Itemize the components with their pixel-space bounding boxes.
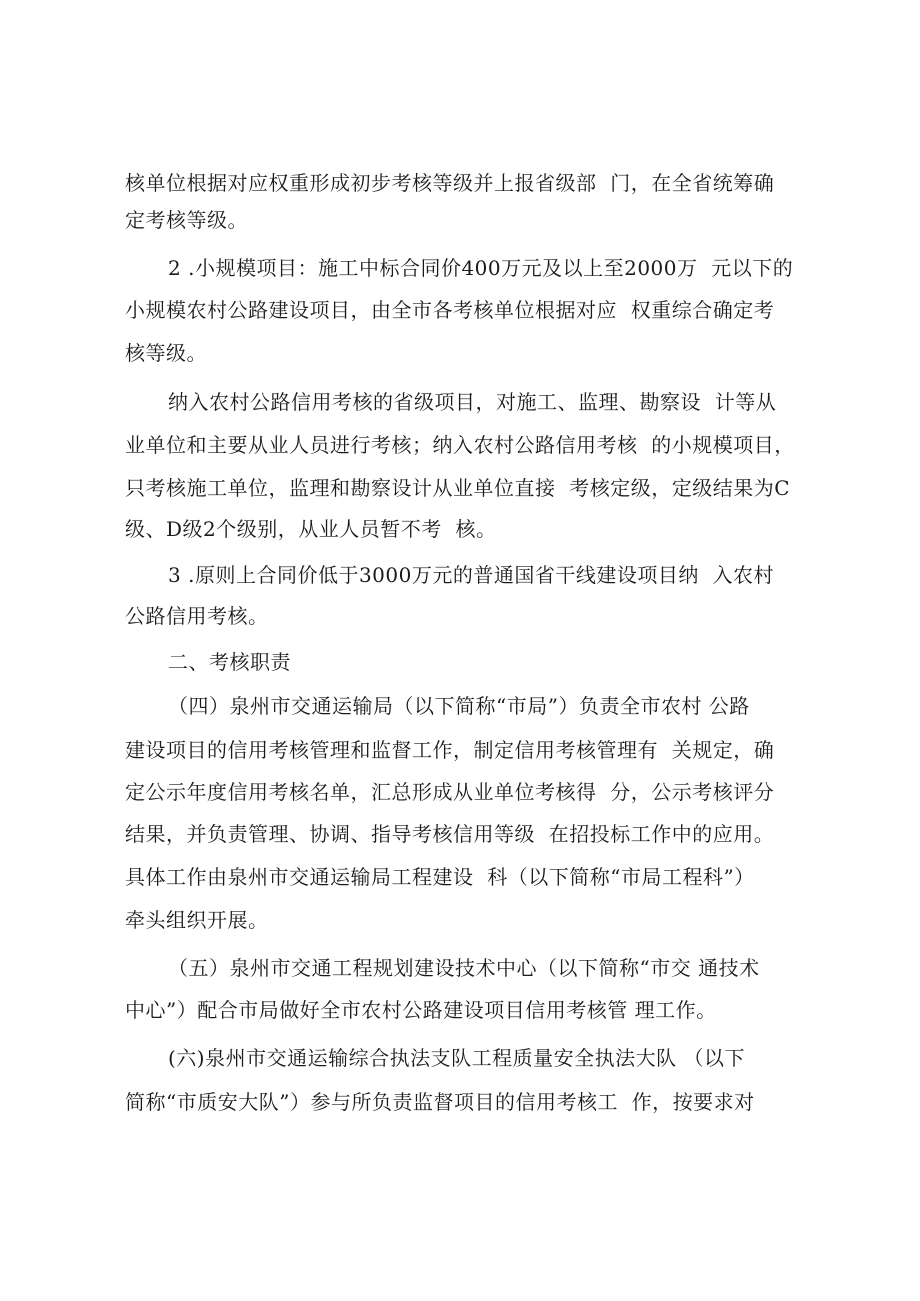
paragraph-line: 3 .原则上合同价低于3000万元的普通国省干线建设项目纳 入农村 bbox=[168, 563, 775, 587]
paragraph-line: 小规模农村公路建设项目，由全市各考核单位根据对应 权重综合确定考 bbox=[125, 298, 775, 322]
paragraph-line: 纳入农村公路信用考核的省级项目，对施工、监理、勘察设 计等从 bbox=[168, 390, 777, 414]
paragraph-line: (六)泉州市交通运输综合执法支队工程质量安全执法大队 （以下 bbox=[168, 1046, 745, 1070]
paragraph-line: 定公示年度信用考核名单，汇总形成从业单位考核得 分，公示考核评分 bbox=[125, 780, 775, 804]
paragraph-line: 简称“市质安大队”）参与所负责监督项目的信用考核工 作，按要求对 bbox=[125, 1090, 755, 1114]
paragraph-line: 级、D级2个级别，从业人员暂不考 核。 bbox=[125, 517, 497, 541]
paragraph-line: 建设项目的信用考核管理和监督工作，制定信用考核管理有 关规定，确 bbox=[125, 738, 775, 762]
paragraph-line: 结果，并负责管理、协调、指导考核信用等级 在招投标工作中的应用。 bbox=[125, 822, 775, 846]
paragraph-line: 定考核等级。 bbox=[125, 208, 248, 232]
section-heading: 二、考核职责 bbox=[168, 650, 291, 674]
paragraph-line: 牵头组织开展。 bbox=[125, 908, 269, 932]
paragraph-line: 中心”）配合市局做好全市农村公路建设项目信用考核管 理工作。 bbox=[125, 998, 717, 1022]
paragraph-line: 核单位根据对应权重形成初步考核等级并上报省级部 门，在全省统筹确 bbox=[125, 171, 775, 195]
paragraph-line: （五）泉州市交通工程规划建设技术中心（以下简称“市交 通技术 bbox=[168, 956, 760, 980]
paragraph-line: 具体工作由泉州市交通运输局工程建设 科（以下简称“市局工程科”） bbox=[125, 865, 755, 889]
paragraph-line: 2 .小规模项目：施工中标合同价400万元及以上至2000万 元以下的 bbox=[168, 256, 794, 280]
paragraph-line: 业单位和主要从业人员进行考核；纳入农村公路信用考核 的小规模项目， bbox=[125, 433, 795, 457]
paragraph-line: 只考核施工单位，监理和勘察设计从业单位直接 考核定级，定级结果为C bbox=[125, 476, 791, 500]
paragraph-line: 公路信用考核。 bbox=[125, 604, 269, 628]
paragraph-line: （四）泉州市交通运输局（以下简称“市局”）负责全市农村 公路 bbox=[168, 694, 750, 718]
paragraph-line: 核等级。 bbox=[125, 341, 207, 365]
